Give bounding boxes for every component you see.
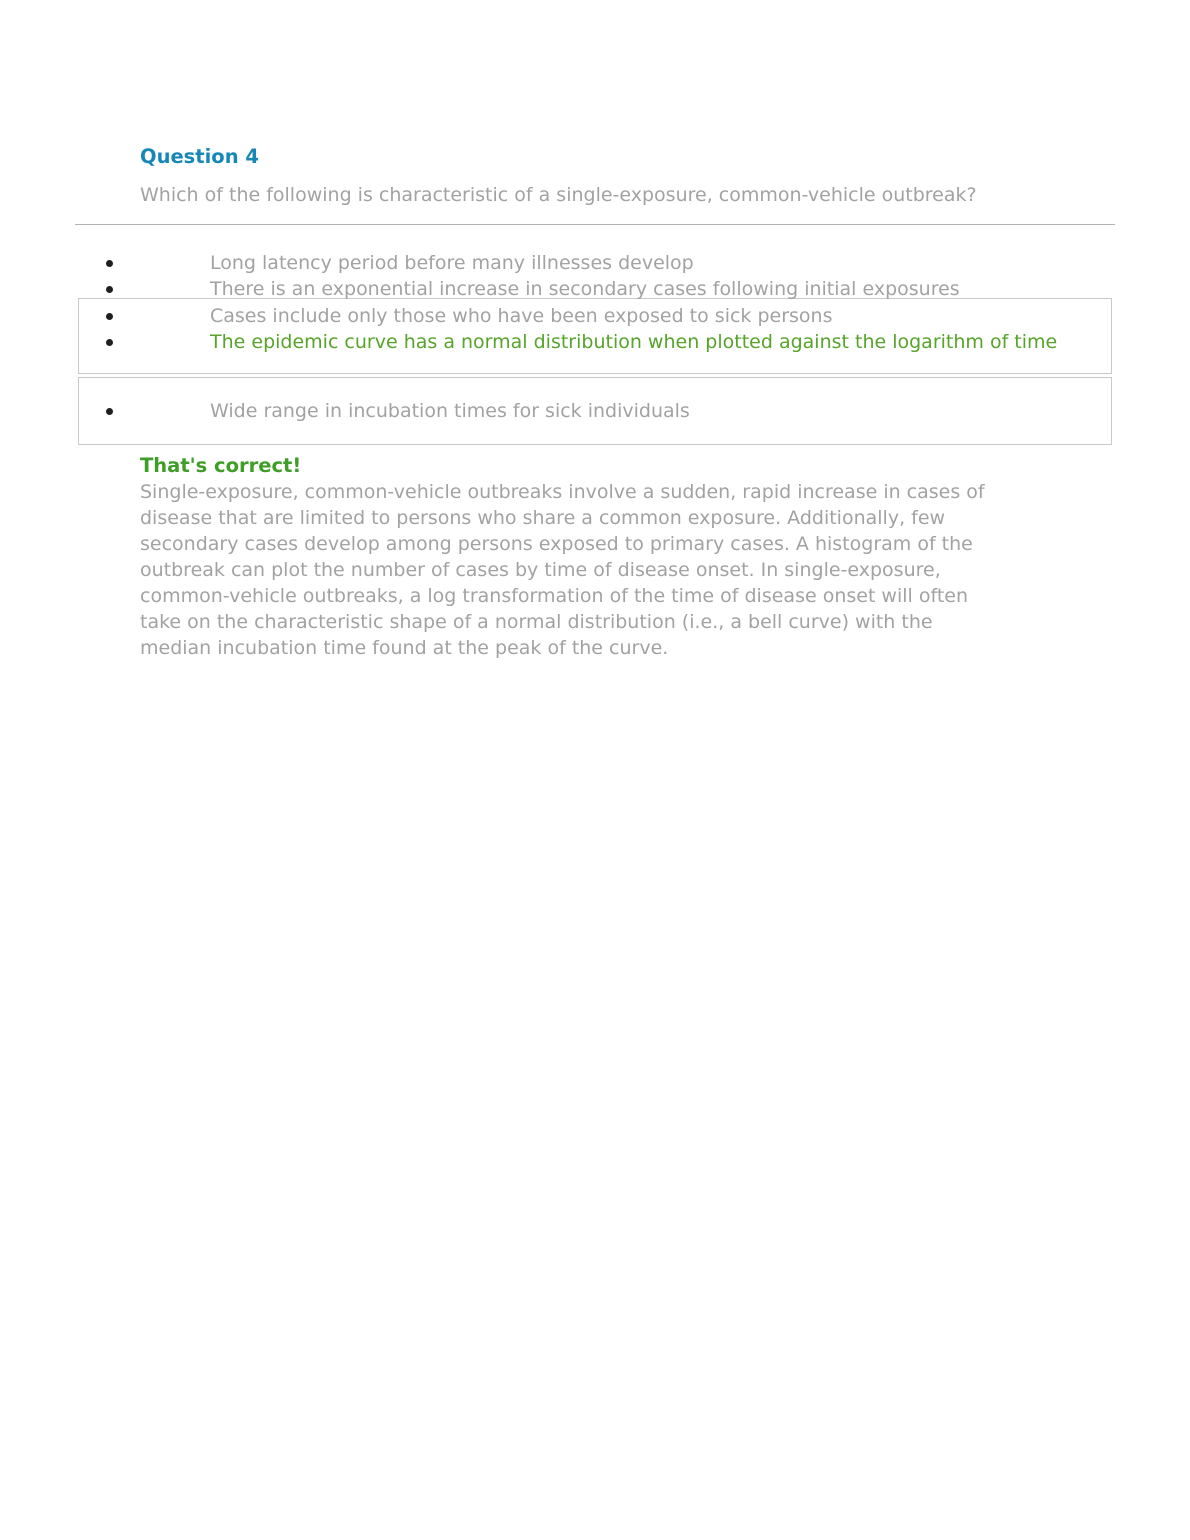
options-list: [0, 250, 1190, 445]
feedback-body: Single-exposure, common-vehicle outbreaks involve a sudden, rapid increase in cases of disease that are limited to persons who share a common exposure. Additionally, few secondary cases develop among persons exposed to primary cases. A histogram of the outbreak can plot the number of cases by time of disease onset. In single-exposure, common-vehicle outbreaks, a log transformation of the time of disease onset will often take on the characteristic shape of a normal distribution (i.e., a bell curve) with the median incubation time found at the peak of the curve.: [140, 481, 985, 659]
answer-option-label: There is an exponential increase in secondary cases following initial exposures: [210, 278, 960, 300]
answer-option-label: Cases include only those who have been exposed to sick persons: [210, 305, 833, 327]
bullet-icon: [106, 339, 113, 346]
selected-answer-box: [78, 298, 1112, 374]
answer-option-selected[interactable]: [79, 329, 1111, 355]
answer-option-label: The epidemic curve has a normal distribution when plotted against the logarithm of time: [210, 331, 1058, 353]
question-title: Question 4: [140, 145, 259, 168]
bullet-icon: [106, 286, 113, 293]
answer-option[interactable]: [79, 303, 1111, 329]
answer-option[interactable]: [79, 398, 1111, 424]
answer-box: [78, 377, 1112, 445]
bullet-icon: [106, 260, 113, 267]
answer-option-label: Wide range in incubation times for sick individuals: [210, 400, 690, 422]
bullet-icon: [106, 313, 113, 320]
question-text: Which of the following is characteristic of a single-exposure, common-vehicle outbreak?: [140, 184, 977, 206]
feedback-title: That's correct!: [140, 454, 302, 477]
divider: [75, 224, 1115, 225]
answer-option[interactable]: [0, 250, 1190, 276]
answer-option[interactable]: [0, 276, 1190, 302]
answer-option-label: Long latency period before many illnesses develop: [210, 252, 694, 274]
bullet-icon: [106, 408, 113, 415]
